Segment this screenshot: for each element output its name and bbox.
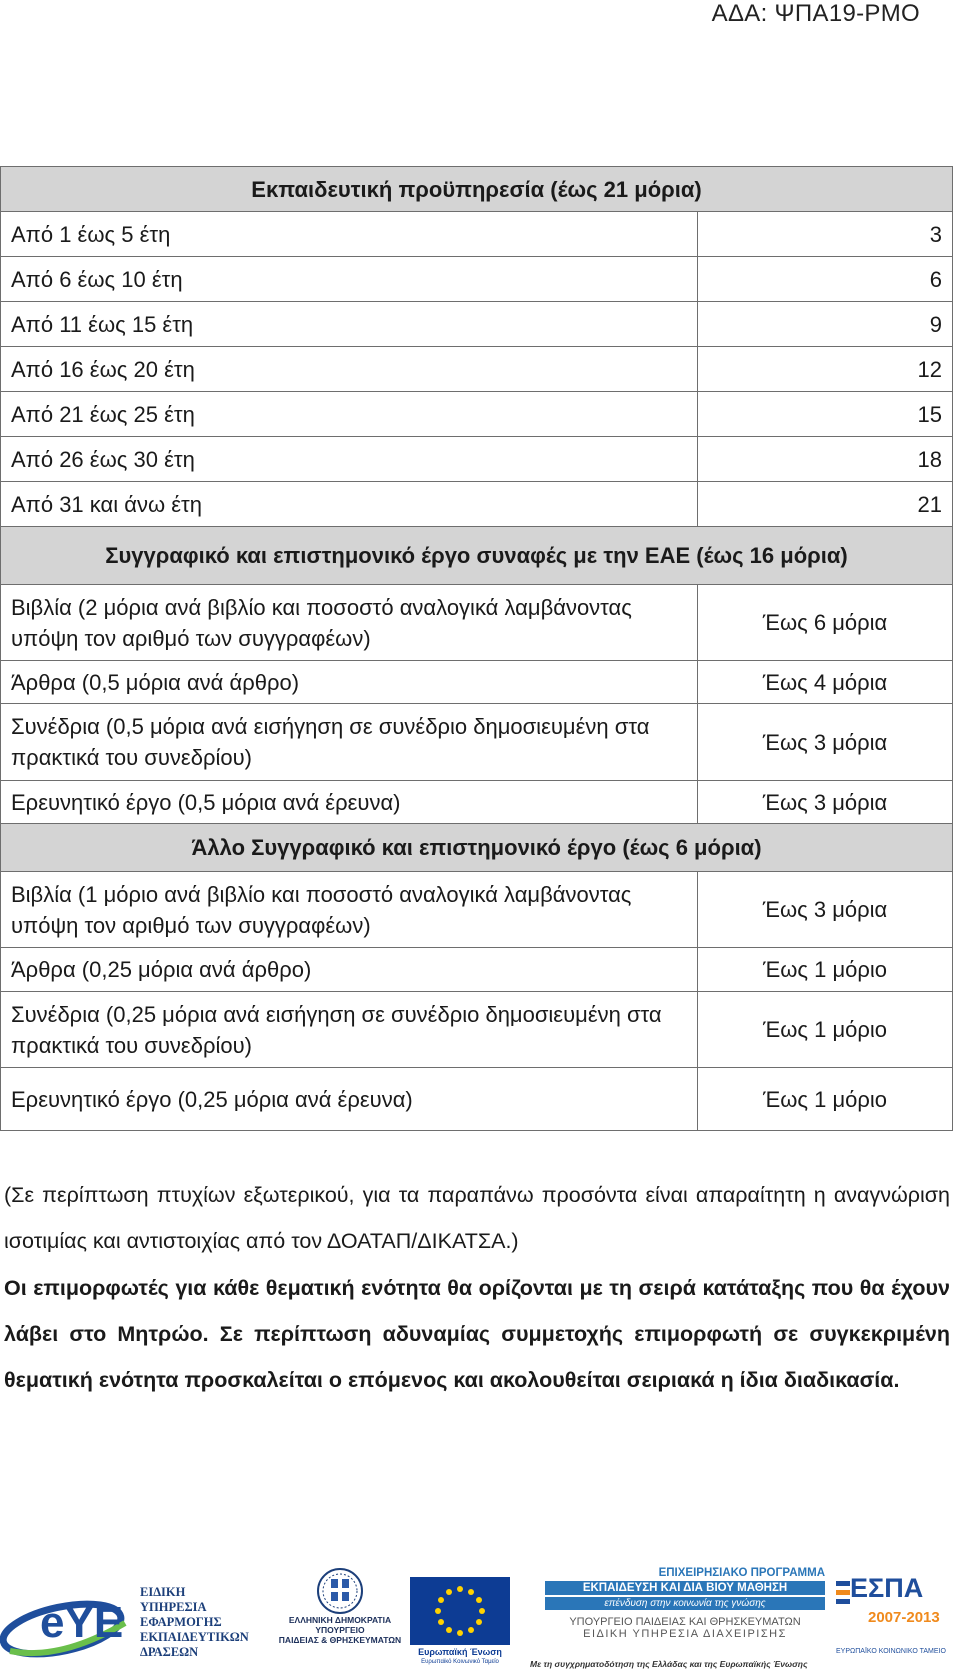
table-row	[1, 347, 953, 392]
table-row	[1, 482, 953, 527]
row-label: Άρθρα (0,25 μόρια ανά άρθρο)	[1, 948, 698, 992]
eye-logo-icon	[0, 1565, 140, 1665]
row-label: Από 16 έως 20 έτη	[1, 347, 698, 392]
table-row	[1, 585, 953, 661]
row-label: Από 11 έως 15 έτη	[1, 302, 698, 347]
section-title: Συγγραφικό και επιστημονικό έργο συναφές με την ΕΑΕ (έως 16 μόρια)	[1, 527, 953, 585]
table-row	[1, 302, 953, 347]
row-value: Έως 3 μόρια	[698, 704, 953, 781]
table-row	[1, 948, 953, 992]
ep-slogan: επένδυση στην κοινωνία της γνώσης	[545, 1597, 825, 1610]
row-label: Άρθρα (0,5 μόρια ανά άρθρο)	[1, 661, 698, 704]
table-row	[1, 992, 953, 1068]
row-value: 12	[698, 347, 953, 392]
section-title: Άλλο Συγγραφικό και επιστημονικό έργο (έως 6 μόρια)	[1, 824, 953, 872]
row-label: Ερευνητικό έργο (0,25 μόρια ανά έρευνα)	[1, 1068, 698, 1131]
section-header-experience	[1, 167, 953, 212]
row-label: Συνέδρια (0,25 μόρια ανά εισήγηση σε συνέδριο δημοσιευμένη στα πρακτικά του συνεδρίου)	[1, 992, 698, 1068]
section-header-other-writing	[1, 824, 953, 872]
ada-code: ΑΔΑ: ΨΠΑ19-ΡΜΟ	[711, 0, 920, 27]
cofunding-statement: Με τη συγχρηματοδότηση της Ελλάδας και της Ευρωπαϊκής Ένωσης	[530, 1659, 808, 1669]
row-value: 18	[698, 437, 953, 482]
row-value: Έως 1 μόριο	[698, 992, 953, 1068]
row-value: Έως 1 μόριο	[698, 948, 953, 992]
table-row	[1, 392, 953, 437]
footer-logos	[0, 1565, 960, 1670]
row-value: 3	[698, 212, 953, 257]
row-label: Από 21 έως 25 έτη	[1, 392, 698, 437]
table-row	[1, 704, 953, 781]
espa-title: ΕΣΠΑ	[850, 1573, 924, 1603]
row-value: Έως 4 μόρια	[698, 661, 953, 704]
eye-logo-lettering: eYE	[40, 1598, 124, 1647]
trainers-order-note: Οι επιμορφωτές για κάθε θεματική ενότητα θα ορίζονται με τη σειρά κατάταξης που θα έχουν λάβει στο Μητρώο. Σε περίπτωση αδυναμίας συμμετοχής επιμορφωτή σε συγκεκριμένη θεματική ενότητα προσκαλείται ο επόμενος και ακολουθείται σειριακά η ίδια διαδικασία.	[4, 1276, 950, 1392]
row-value: 6	[698, 257, 953, 302]
table-row	[1, 661, 953, 704]
operational-programme-logo	[545, 1567, 825, 1640]
row-value: Έως 3 μόρια	[698, 872, 953, 948]
ep-service: ΕΙΔΙΚΗ ΥΠΗΡΕΣΙΑ ΔΙΑΧΕΙΡΙΣΗΣ	[583, 1628, 787, 1640]
eye-logo	[0, 1565, 260, 1670]
row-value: 15	[698, 392, 953, 437]
table-row	[1, 872, 953, 948]
table-row	[1, 257, 953, 302]
section-title: Εκπαιδευτική προϋπηρεσία (έως 21 μόρια)	[1, 167, 953, 212]
row-label: Από 26 έως 30 έτη	[1, 437, 698, 482]
row-label: Συνέδρια (0,5 μόρια ανά εισήγηση σε συνέδριο δημοσιευμένη στα πρακτικά του συνεδρίου)	[1, 704, 698, 781]
row-label: Βιβλία (1 μόριο ανά βιβλίο και ποσοστό αναλογικά λαμβάνοντας υπόψη τον αριθμό των συγγραφέων)	[1, 872, 698, 948]
eu-flag-icon	[410, 1577, 510, 1645]
scoring-table	[0, 166, 953, 1131]
table-row	[1, 1068, 953, 1131]
ep-title: ΕΠΙΧΕΙΡΗΣΙΑΚΟ ΠΡΟΓΡΑΜΜΑ	[658, 1567, 825, 1579]
espa-years: 2007-2013	[868, 1609, 940, 1626]
eu-subtitle: Ευρωπαϊκό Κοινωνικό Ταμείο	[421, 1659, 499, 1665]
row-value: Έως 1 μόριο	[698, 1068, 953, 1131]
table-row	[1, 781, 953, 824]
row-label: Βιβλία (2 μόρια ανά βιβλίο και ποσοστό αναλογικά λαμβάνοντας υπόψη τον αριθμό των συγγραφέων)	[1, 585, 698, 661]
coat-of-arms-icon	[270, 1565, 410, 1615]
row-label: Από 6 έως 10 έτη	[1, 257, 698, 302]
ep-name: ΕΚΠΑΙΔΕΥΣΗ ΚΑΙ ΔΙΑ ΒΙΟΥ ΜΑΘΗΣΗ	[545, 1581, 825, 1595]
espa-subtitle: ΕΥΡΩΠΑΪΚΟ ΚΟΙΝΩΝΙΚΟ ΤΑΜΕΙΟ	[836, 1648, 946, 1655]
row-label: Ερευνητικό έργο (0,5 μόρια ανά έρευνα)	[1, 781, 698, 824]
row-value: 9	[698, 302, 953, 347]
row-label: Από 31 και άνω έτη	[1, 482, 698, 527]
row-label: Από 1 έως 5 έτη	[1, 212, 698, 257]
row-value: Έως 3 μόρια	[698, 781, 953, 824]
row-value: Έως 6 μόρια	[698, 585, 953, 661]
recognition-note: (Σε περίπτωση πτυχίων εξωτερικού, για τα παραπάνω προσόντα είναι απαραίτητη η αναγνώριση ισοτιμίας και αντιστοιχίας από τον ΔΟΑΤΑΠ/ΔΙΚΑΤΣΑ.)	[4, 1183, 950, 1253]
table-row	[1, 437, 953, 482]
eu-title: Ευρωπαϊκή Ένωση	[418, 1647, 502, 1657]
row-value: 21	[698, 482, 953, 527]
section-header-writing-eae	[1, 527, 953, 585]
eye-logo-text: ΕΙΔΙΚΗ ΥΠΗΡΕΣΙΑ ΕΦΑΡΜΟΓΗΣ ΕΚΠΑΙΔΕΥΤΙΚΩΝ ΔΡΑΣΕΩΝ	[140, 1585, 249, 1659]
table-row	[1, 212, 953, 257]
ep-ministry: ΥΠΟΥΡΓΕΙΟ ΠΑΙΔΕΙΑΣ ΚΑΙ ΘΡΗΣΚΕΥΜΑΤΩΝ	[569, 1616, 801, 1628]
ministry-text: ΕΛΛΗΝΙΚΗ ΔΗΜΟΚΡΑΤΙΑ ΥΠΟΥΡΓΕΙΟ ΠΑΙΔΕΙΑΣ & ΘΡΗΣΚΕΥΜΑΤΩΝ	[278, 1615, 402, 1645]
